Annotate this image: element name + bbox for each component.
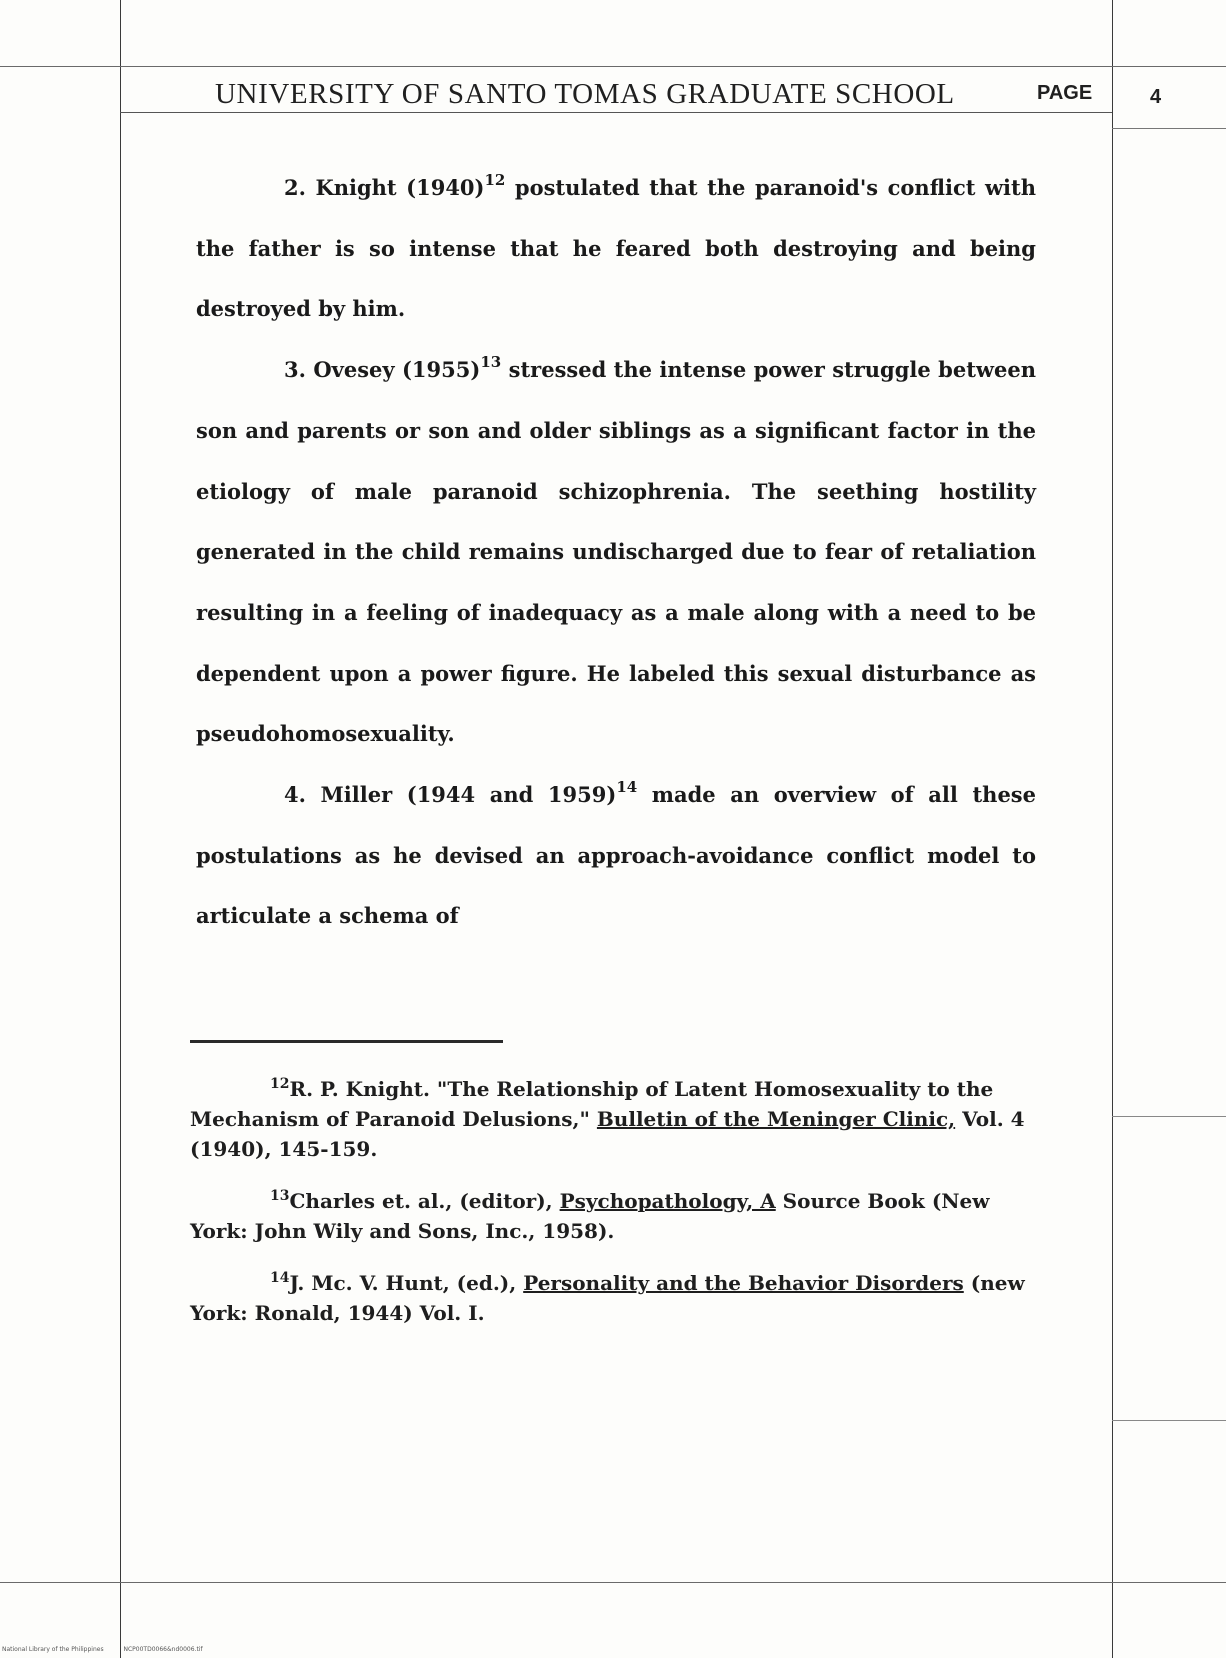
paragraph-2-lead: 2. Knight (1940) [284,175,485,200]
paragraph-4-text: made an overview of all these postulations as he devised an approach-avoidance conflict model to articulate a schema of [196,782,1036,929]
scan-stamp-library: National Library of the Philippines [2,1646,104,1653]
footnote-12-title: Bulletin of the Meninger Clinic, [596,1107,956,1131]
footnote-13-mark: 13 [270,1188,290,1204]
margin-line-right-2 [1112,1116,1226,1117]
paragraph-2-ref: 12 [484,171,506,189]
margin-line-right-1 [1112,128,1226,129]
scan-stamp [2,1646,221,1653]
footnote-13-lead: Charles et. al., (editor), [289,1189,560,1213]
footnotes [190,1074,1040,1350]
footnote-14-lead: J. Mc. V. Hunt, (ed.), [289,1271,524,1295]
frame-line-bottom [0,1582,1226,1583]
page-label: PAGE [1037,82,1093,104]
margin-line-right-3 [1112,1420,1226,1421]
footnote-14-mark: 14 [270,1270,290,1286]
paragraph-3-lead: 3. Ovesey (1955) [284,357,481,383]
paragraph-4-ref: 14 [616,778,638,797]
paragraph-2 [196,158,1036,340]
frame-line-right [1112,0,1113,1658]
page-number: 4 [1150,86,1162,108]
page-header [215,74,1095,114]
footnote-14-tail: (new York: Ronald, 1944) Vol. I. [190,1271,1025,1325]
paragraph-4 [196,765,1036,947]
paragraph-4-lead: 4. Miller (1944 and 1959) [284,782,617,808]
footnote-13-tail: Source Book (New York: John Wily and Sons, Inc., 1958). [190,1189,990,1243]
paragraph-3-ref: 13 [480,353,502,372]
footnote-14-title: Personality and the Behavior Disorders [523,1271,964,1295]
paragraph-2-text: postulated that the paranoid's conflict with the father is so intense that he feared both destroying and being destroyed by him. [196,175,1037,322]
footnote-12-lead: R. P. Knight. "The Relationship of Latent Homosexuality to the Mechanism of Paranoid Delusions," [190,1077,994,1131]
footnote-12-mark: 12 [270,1076,290,1092]
paragraph-3 [196,340,1036,765]
footnote-13-title: Psychopathology, A [559,1189,776,1213]
scan-stamp-file: NCP00TD0066&nd0006.tif [123,1646,203,1653]
footnote-12 [190,1074,1040,1164]
body-text [196,158,1036,947]
school-title: UNIVERSITY OF SANTO TOMAS GRADUATE SCHOOL [215,78,955,110]
footnote-13 [190,1186,1040,1246]
footnote-14 [190,1268,1040,1328]
footnote-separator [190,1040,503,1043]
footnote-12-tail: Vol. 4 (1940), 145-159. [190,1107,1025,1161]
frame-line-left [120,0,121,1658]
paragraph-3-text: stressed the intense power struggle between son and parents or son and older siblings as a significant factor in the etiology of male paranoid schizophrenia. The seething hostility generated in the child remains undischarged due to fear of retaliation resulting in a feeling of inadequacy as a male along with a need to be dependent upon a power figure. He labeled this sexual disturbance as pseudohomosexuality. [196,357,1036,747]
frame-line-top [0,66,1226,67]
